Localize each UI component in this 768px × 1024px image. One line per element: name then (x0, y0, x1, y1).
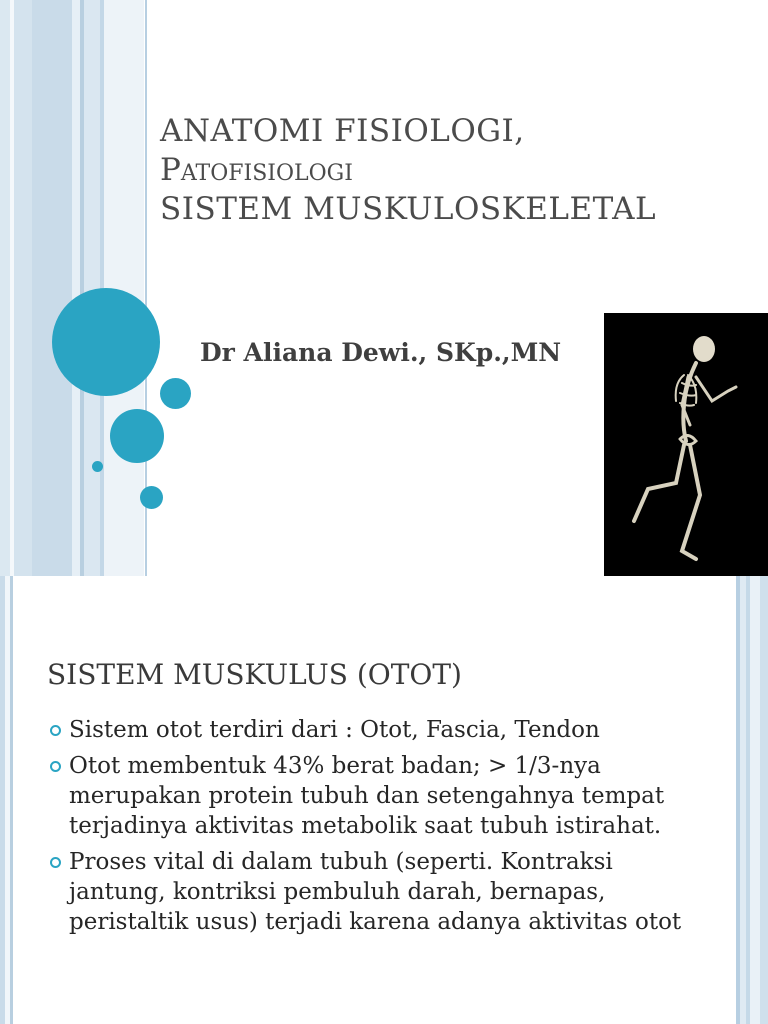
decor-stripe (10, 576, 13, 1024)
list-item (50, 715, 700, 745)
title-line-2: Patofisiologi (160, 152, 353, 188)
bullet-text: Otot membentuk 43% berat badan; > 1/3-nya merupakan protein tubuh dan setengahnya tempat terjadinya aktivitas metabolik saat tubuh istirahat. (69, 753, 665, 839)
decor-stripe (760, 576, 768, 1024)
slide-title (160, 112, 720, 229)
decor-stripe (14, 0, 32, 576)
circle-bullet-icon (50, 857, 61, 868)
decor-stripe (32, 0, 72, 576)
decor-stripe (0, 0, 10, 576)
decor-circle (52, 288, 160, 396)
skeleton-image (604, 313, 768, 576)
title-line-1: ANATOMI FISIOLOGI, (160, 113, 525, 149)
decor-circle (110, 409, 164, 463)
running-skeleton-icon (604, 313, 768, 576)
circle-bullet-icon (50, 761, 61, 772)
title-line-3: SISTEM MUSKULOSKELETAL (160, 191, 657, 227)
list-item (50, 751, 700, 841)
decor-circle (140, 486, 163, 509)
circle-bullet-icon (50, 725, 61, 736)
bullet-text: Proses vital di dalam tubuh (seperti. Kontraksi jantung, kontriksi pembuluh darah, bernapas, peristaltik usus) terjadi karena adanya aktivitas otot (69, 849, 682, 935)
bullet-text: Sistem otot terdiri dari : Otot, Fascia, Tendon (69, 717, 600, 743)
list-item (50, 847, 700, 937)
decor-stripe (750, 576, 760, 1024)
decor-circle (160, 378, 191, 409)
decor-circle (92, 461, 103, 472)
bullet-list (50, 715, 700, 943)
content-slide (0, 576, 768, 1024)
slide-heading: SISTEM MUSKULUS (OTOT) (47, 658, 462, 691)
author-name: Dr Aliana Dewi., SKp.,MN (200, 338, 562, 367)
decor-stripe (72, 0, 80, 576)
